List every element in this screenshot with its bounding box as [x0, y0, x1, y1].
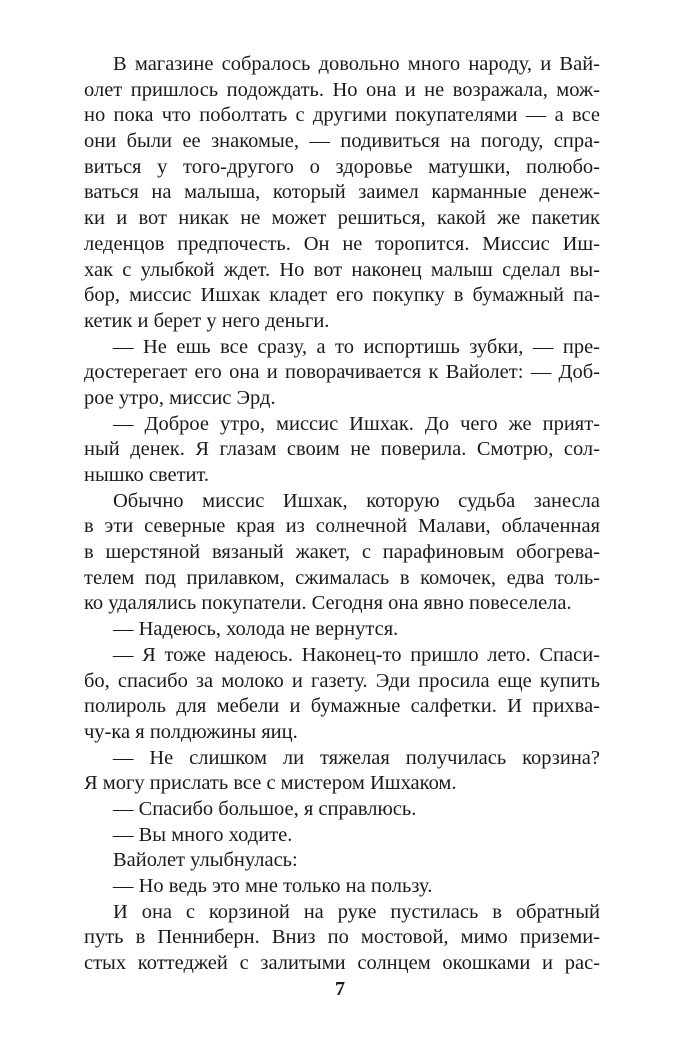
- text-line: Вайолет улыбнулась:: [113, 849, 298, 872]
- text-line: бо, спасибо за молоко и газету. Эди просила еще купить: [84, 669, 600, 692]
- text-line: полироль для мебели и бумажные салфетки. И прихва-: [84, 695, 600, 718]
- text-line: рое утро, миссис Эрд.: [84, 386, 276, 409]
- text-line: путь в Пенниберн. Вниз по мостовой, мимо приземи-: [84, 926, 600, 949]
- text-line: — Не слишком ли тяжелая получилась корзина?: [113, 746, 600, 769]
- text-line: стых коттеджей с залитыми солнцем окошками и рас-: [84, 952, 600, 975]
- text-line: кетик и берет у него деньги.: [84, 309, 330, 332]
- text-line: — Надеюсь, холода не вернутся.: [113, 618, 399, 641]
- text-line: Я могу прислать все с мистером Ишхаком.: [84, 772, 457, 795]
- text-line: в эти северные края из солнечной Малави, облаченная: [84, 515, 600, 538]
- text-line: — Но ведь это мне только на пользу.: [113, 875, 433, 897]
- text-line: Обычно миссис Ишхак, которую судьба занесла: [113, 489, 600, 512]
- text-line: нышко светит.: [84, 464, 210, 486]
- text-line: олет пришлось подождать. Но она и не возражала, мож-: [84, 78, 600, 101]
- text-line: В магазине собралось довольно много народу, и Вай-: [113, 53, 600, 75]
- text-line: в шерстяной вязаный жакет, с парафиновым обогрева-: [84, 541, 600, 564]
- text-line: И она с корзиной на руке пустилась в обратный: [113, 900, 600, 923]
- text-line: ко удалялись покупатели. Сегодня она явно повеселела.: [84, 592, 572, 615]
- text-line: они были ее знакомые, — подивиться на погоду, спра-: [84, 130, 600, 153]
- text-line: — Доброе утро, миссис Ишхак. До чего же прият-: [113, 412, 600, 435]
- text-line: достерегает его она и поворачивается к Вайолет: — Доб-: [84, 361, 600, 384]
- text-line: телем под прилавком, сжималась в комочек, едва толь-: [84, 566, 600, 589]
- body-text: [84, 52, 600, 977]
- text-line: бор, миссис Ишхак кладет его покупку в бумажный па-: [84, 284, 600, 307]
- text-line: — Не ешь все сразу, а то испортишь зубки, — пре-: [113, 335, 600, 358]
- text-line: ваться на малыша, который заимел карманные денеж-: [84, 181, 600, 204]
- text-line: хак с улыбкой ждет. Но вот наконец малыш сделал вы-: [84, 258, 600, 281]
- text-line: — Вы много ходите.: [113, 823, 293, 846]
- text-line: но пока что поболтать с другими покупателями — а все: [84, 104, 600, 127]
- text-line: ный денек. Я глазам своим не поверила. Смотрю, сол-: [84, 438, 600, 461]
- text-line: — Спасибо большое, я справлюсь.: [113, 797, 417, 820]
- text-line: леденцов предпочесть. Он не торопится. Миссис Иш-: [84, 232, 600, 255]
- text-line: виться у того-другого о здоровье матушки, полюбо-: [84, 155, 600, 178]
- text-line: чу-ка я полдюжины яиц.: [84, 720, 298, 743]
- text-line: — Я тоже надеюсь. Наконец-то пришло лето. Спаси-: [113, 643, 600, 666]
- text-line: ки и вот никак не может решиться, какой же пакетик: [84, 207, 600, 230]
- page-number: 7: [335, 978, 345, 1000]
